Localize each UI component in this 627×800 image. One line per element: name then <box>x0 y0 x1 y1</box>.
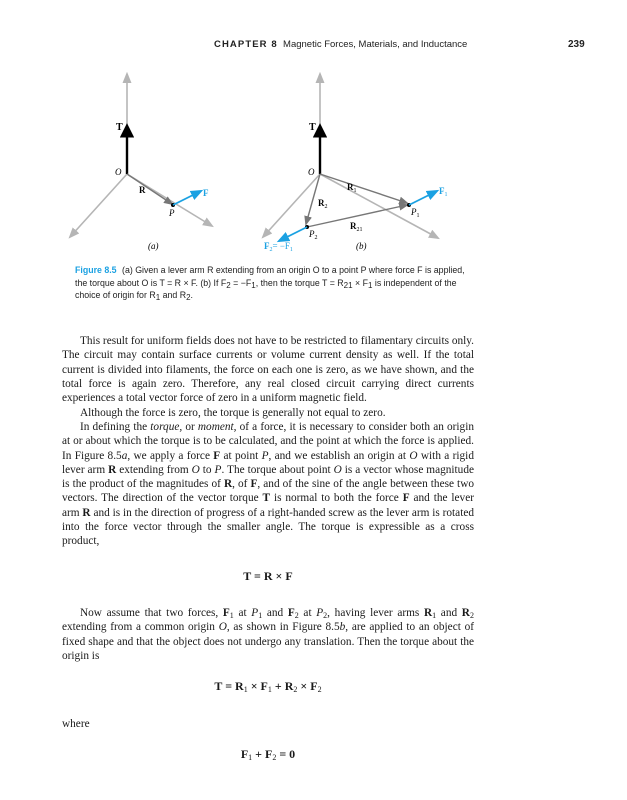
where-text: where <box>62 718 90 730</box>
axis-x-b <box>320 174 438 238</box>
lever-arm-r21-b <box>307 205 407 227</box>
label-p2-b: $P_2$ <box>309 229 318 241</box>
paragraph-torque-definition: In defining the torque, or moment, of a force, it is necessary to consider both an origin at or about which the torque is to be calculated, and the point at which the force is applied. In Figure 8.5a, we apply a force F at point P, and we establish an origin at O with a rigid lever arm R extending from O to P. The torque about point O is a vector whose magnitude is the product of the magnitudes of R, of F, and of the sine of the angle between these two vectors. The direction of the vector torque T is normal to both the force F and the lever arm R and is in the direction of progress of a right-handed screw as the lever arm is rotated into the force vector through the smaller angle. The torque is expressible as a cross product, <box>62 421 475 548</box>
panel-b <box>263 74 448 253</box>
chapter-title: Magnetic Forces, Materials, and Inductance <box>283 39 468 50</box>
label-t-a: T <box>116 122 123 133</box>
label-p1-b: $P_1$ <box>411 207 420 219</box>
lever-arm-a <box>127 174 172 204</box>
page-number: 239 <box>568 39 585 50</box>
label-p-a: P <box>169 208 175 218</box>
label-f-a: F <box>203 188 209 198</box>
caption-label: Figure 8.5 <box>75 265 117 275</box>
label-f2-b: $F_2= -F_1$ <box>264 241 293 253</box>
label-t-b: T <box>309 122 316 133</box>
paragraph-torque-nonzero: Although the force is zero, the torque is generally not equal to zero. <box>80 407 386 419</box>
running-header <box>0 39 627 55</box>
paragraph-two-forces: Now assume that two forces, $F_1$ at $P_1$ and $F_2$ at $P_2$, having lever arms $R_1$ and $R_2$ extending from a common origin O, as shown in Figure 8.5b, are applied to an object of fixed shape and that the object does not undergo any translation. Then the torque about the origin is <box>62 607 474 662</box>
label-o-b: O <box>308 167 315 177</box>
figure-caption: Figure 8.5 (a) Given a lever arm R extending from an origin O to a point P where force F is applied, the torque about O is T = R × F. (b) If $F_2 = -F_1$, then the torque $T = R_{21} \times F_1$ is independent of the choice of origin for $R_1$ and $R_2$. <box>75 265 465 303</box>
lever-arm-r1-b <box>320 174 407 203</box>
panel-a <box>70 74 212 251</box>
label-o-a: O <box>115 167 122 177</box>
force-f2-b <box>279 227 307 241</box>
force-vector-a <box>173 191 201 205</box>
label-r21-b: $R_{21}$ <box>350 221 363 233</box>
force-f1-b <box>409 191 437 205</box>
equation-force-sum: $F_1 + F_2 = 0$ <box>240 747 296 762</box>
chapter-label: CHAPTER 8 <box>214 39 278 50</box>
equation-torque-cross-product: T = R × F <box>243 569 293 583</box>
equation-total-torque: $T = R_1 \times F_1 + R_2 \times F_2$ <box>214 679 322 694</box>
axis-z-a <box>70 174 127 237</box>
label-f1-b: $F_1$ <box>439 186 448 198</box>
label-r1-b: $R_1$ <box>347 182 357 194</box>
chapter-heading <box>214 39 467 50</box>
paragraph-uniform-fields: This result for uniform fields does not have to be restricted to filamentary circuits only. The circuit may contain surface currents or volume current density as well. If the total current is divided into filaments, the force on each one is zero, as we have shown, and the total force is again zero. Therefore, any real closed circuit carrying direct currents experiences a total vector force of zero in a uniform magnetic field. <box>62 335 474 405</box>
figure-8-5 <box>0 60 627 260</box>
label-r2-b: $R_2$ <box>318 198 328 210</box>
panel-label-a: (a) <box>148 241 159 251</box>
panel-label-b: (b) <box>356 241 367 251</box>
label-r-a: R <box>139 185 146 195</box>
